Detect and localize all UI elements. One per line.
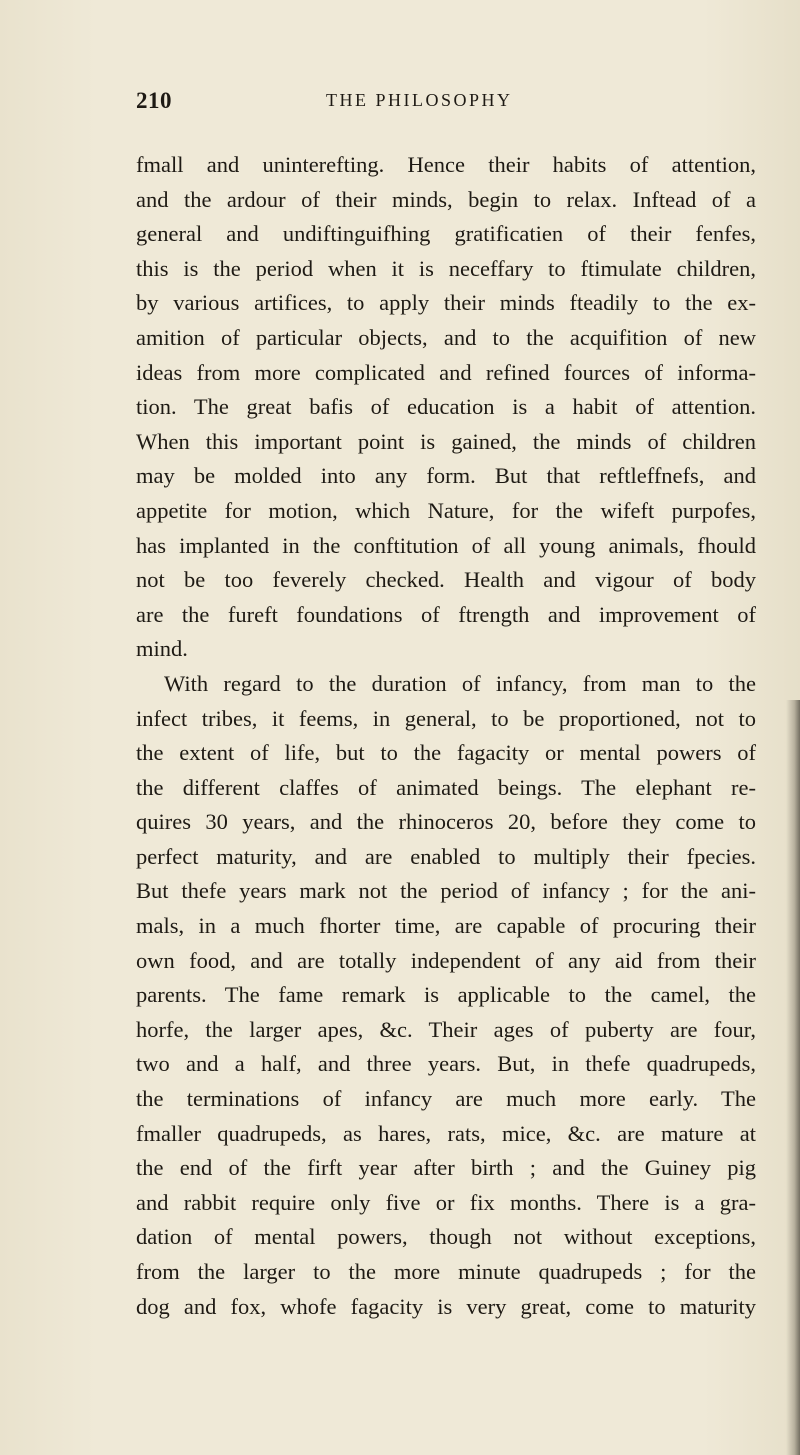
- text-line: amition of particular objects, and to the acquifition of new: [136, 324, 756, 350]
- text-line: tion. The great bafis of education is a habit of attention.: [136, 394, 756, 420]
- text-line: from the larger to the more minute quadrupeds ; for the: [136, 1259, 756, 1284]
- text-line: quires 30 years, and the rhinoceros 20, before they come to: [136, 809, 756, 835]
- page-number: 210: [136, 88, 172, 113]
- text-line: the end of the firft year after birth ; and the Guiney pig: [136, 1155, 756, 1181]
- text-line: and the ardour of their minds, begin to relax. Inftead of a: [136, 186, 756, 212]
- text-line: perfect maturity, and are enabled to multiply their fpecies.: [136, 843, 756, 869]
- text-line: mind.: [136, 636, 188, 662]
- text-line: mals, in a much fhorter time, are capable of procuring their: [136, 913, 756, 939]
- text-line: When this important point is gained, the minds of children: [136, 428, 756, 454]
- text-line: appetite for motion, which Nature, for the wifeft purpofes,: [136, 497, 756, 523]
- page-edge-shadow: [786, 700, 800, 1455]
- text-line: the terminations of infancy are much more early. The: [136, 1086, 756, 1112]
- text-line: fmall and uninterefting. Hence their habits of attention,: [136, 152, 756, 177]
- running-head: [136, 88, 756, 118]
- text-line: dog and fox, whofe fagacity is very great, come to maturity: [136, 1293, 756, 1319]
- text-line: ideas from more complicated and refined fources of informa-: [136, 359, 756, 385]
- text-line: the different claffes of animated beings. The elephant re-: [136, 774, 756, 800]
- text-line: But thefe years mark not the period of infancy ; for the ani-: [136, 878, 756, 904]
- text-line: this is the period when it is neceffary to ftimulate children,: [136, 255, 756, 281]
- paragraph-start-line: With regard to the duration of infancy, from man to the: [164, 670, 756, 696]
- text-line: not be too feverely checked. Health and vigour of body: [136, 567, 756, 593]
- text-line: parents. The fame remark is applicable to the camel, the: [136, 982, 756, 1008]
- body-text: [136, 148, 756, 1324]
- text-line: infect tribes, it feems, in general, to be proportioned, not to: [136, 705, 756, 731]
- text-line: and rabbit require only five or fix months. There is a gra-: [136, 1189, 756, 1215]
- text-line: two and a half, and three years. But, in thefe quadrupeds,: [136, 1051, 756, 1077]
- text-line: are the fureft foundations of ftrength and improvement of: [136, 601, 756, 627]
- text-line: fmaller quadrupeds, as hares, rats, mice, &c. are mature at: [136, 1120, 756, 1146]
- text-line: the extent of life, but to the fagacity or mental powers of: [136, 740, 756, 766]
- running-head-title: THE PHILOSOPHY: [326, 90, 513, 110]
- text-line: horfe, the larger apes, &c. Their ages of puberty are four,: [136, 1016, 756, 1042]
- text-line: general and undiftinguifhing gratificatien of their fenfes,: [136, 221, 756, 247]
- text-line: by various artifices, to apply their minds fteadily to the ex-: [136, 290, 756, 316]
- text-line: dation of mental powers, though not without exceptions,: [136, 1224, 756, 1250]
- text-line: may be molded into any form. But that reftleffnefs, and: [136, 463, 756, 489]
- text-line: has implanted in the conftitution of all young animals, fhould: [136, 532, 756, 558]
- text-line: own food, and are totally independent of any aid from their: [136, 947, 756, 973]
